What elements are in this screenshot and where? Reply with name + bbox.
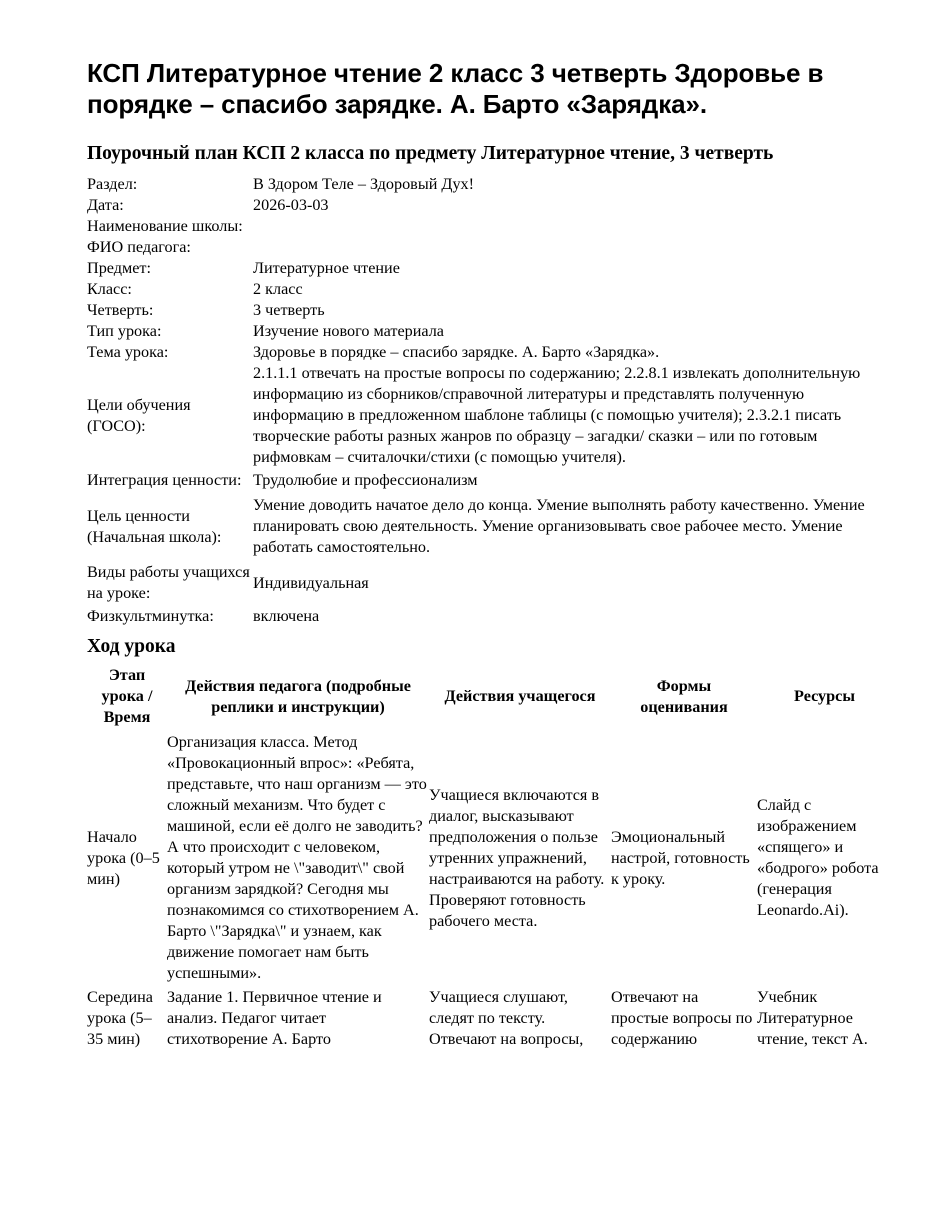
info-row xyxy=(87,237,892,258)
column-header-teacher-actions: Действия педагога (подробные реплики и инструкции) xyxy=(185,676,411,716)
column-header-student-actions: Действия учащегося xyxy=(444,687,596,705)
info-row xyxy=(87,321,892,342)
info-value: Индивидуальная xyxy=(253,573,369,592)
info-label: Тема урока: xyxy=(87,343,169,361)
info-value: включена xyxy=(253,607,320,625)
cell-assessment: Отвечают на простые вопросы по содержанию xyxy=(611,988,753,1048)
info-label: Цель ценности (Начальная школа): xyxy=(87,506,222,546)
info-value: Литературное чтение xyxy=(253,259,400,277)
info-value: В Здором Теле – Здоровый Дух! xyxy=(253,175,475,193)
info-label: Класс: xyxy=(87,280,132,298)
lesson-info-table xyxy=(87,174,892,627)
info-label: Предмет: xyxy=(87,259,151,277)
cell-stage: Середина урока (5–35 мин) xyxy=(87,988,153,1048)
info-value: Здоровье в порядке – спасибо зарядке. А. Барто «Зарядка». xyxy=(253,343,660,361)
info-label: Наименование школы: xyxy=(87,217,243,235)
info-label: Тип урока: xyxy=(87,322,162,340)
cell-resources: Учебник Литературное чтение, текст А. xyxy=(757,988,868,1048)
info-row xyxy=(87,216,892,237)
cell-teacher-actions: Организация класса. Метод «Провокационный впрос»: «Ребята, представьте, что наш организм — это сложный механизм. Что будет с машиной, если её долго не заводить? А что происходит с человеком, который утром не \"заводит\" свой организм зарядкой? Сегодня мы познакомимся со стихотворением А. Барто \"Зарядка\" и узнаем, как движение помогает нам быть успешными». xyxy=(167,733,427,982)
info-row xyxy=(87,258,892,279)
info-value: 2.1.1.1 отвечать на простые вопросы по содержанию; 2.2.8.1 извлекать дополнительную информацию из сборников/справочной литературы и представлять полученную информацию в предложенном шаблоне таблицы (с помощью учителя); 2.3.2.1 писать творческие работы разных жанров по образцу – загадки/ сказки – или по готовым рифмовкам – считалочки/стихи (с помощью учителя). xyxy=(253,364,861,466)
info-label: Дата: xyxy=(87,196,124,214)
info-value xyxy=(253,237,892,258)
document-title: КСП Литературное чтение 2 класс 3 четверть Здоровье в порядке – спасибо зарядке. А. Барто «Зарядка». xyxy=(87,58,824,119)
info-row xyxy=(87,493,892,560)
info-value xyxy=(253,216,892,237)
column-header-resources: Ресурсы xyxy=(794,687,855,705)
info-value: Умение доводить начатое дело до конца. Умение выполнять работу качественно. Умение планировать свою деятельность. Умение организовывать свое рабочее место. Умение работать самостоятельно. xyxy=(253,496,865,556)
column-header-assessment: Формы оценивания xyxy=(640,676,728,716)
info-label: Раздел: xyxy=(87,175,138,193)
info-label: Четверть: xyxy=(87,301,154,319)
cell-stage: Начало урока (0–5 мин) xyxy=(87,827,160,888)
info-row xyxy=(87,300,892,321)
cell-student-actions: Учащиеся включаются в диалог, высказывают предположения о пользе утренних упражнений, настраиваются на работу. Проверяют готовность рабочего места. xyxy=(429,785,605,930)
column-header-stage: Этап урока / Время xyxy=(101,666,153,726)
info-label: Интеграция ценности: xyxy=(87,471,242,489)
info-row xyxy=(87,279,892,300)
cell-student-actions: Учащиеся слушают, следят по тексту. Отвечают на вопросы, xyxy=(429,988,584,1048)
info-row xyxy=(87,363,892,468)
table-row xyxy=(87,732,892,987)
info-value: 2 класс xyxy=(253,280,303,298)
info-label: ФИО педагога: xyxy=(87,238,191,256)
table-header-row xyxy=(87,665,892,732)
info-row xyxy=(87,560,892,606)
cell-assessment: Эмоциональный настрой, готовность к уроку. xyxy=(611,827,750,888)
info-label: Цели обучения (ГОСО): xyxy=(87,395,191,435)
info-value: Изучение нового материала xyxy=(253,322,444,340)
info-value: 2026-03-03 xyxy=(253,196,329,214)
plan-subtitle: Поурочный план КСП 2 класса по предмету Литературное чтение, 3 четверть xyxy=(87,143,774,164)
table-row xyxy=(87,987,892,1053)
info-value: 3 четверть xyxy=(253,301,325,319)
info-row xyxy=(87,606,892,627)
lesson-progress-heading: Ход урока xyxy=(87,636,176,657)
info-value: Трудолюбие и профессионализм xyxy=(253,471,478,489)
cell-resources: Слайд с изображением «спящего» и «бодрого» робота (генерация Leonardo.Ai). xyxy=(757,796,879,919)
info-label: Виды работы учащихся на уроке: xyxy=(87,563,250,602)
lesson-progress-table xyxy=(87,665,892,1053)
document-page xyxy=(87,58,892,1053)
info-row xyxy=(87,174,892,195)
cell-teacher-actions: Задание 1. Первичное чтение и анализ. Педагог читает стихотворение А. Барто xyxy=(167,988,382,1048)
info-row xyxy=(87,468,892,493)
info-row xyxy=(87,342,892,363)
info-row xyxy=(87,195,892,216)
info-label: Физкультминутка: xyxy=(87,607,214,625)
